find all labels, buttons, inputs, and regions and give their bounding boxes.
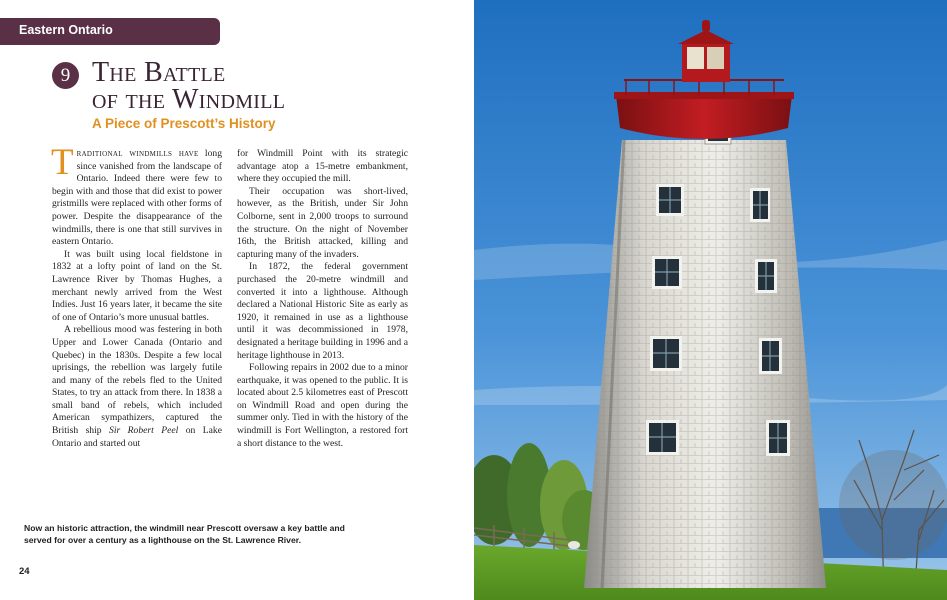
paragraph-text: on Lake Ontario and started out bbox=[52, 425, 222, 449]
window bbox=[750, 188, 770, 222]
paragraph: In 1872, the federal government purchased the 20-metre windmill and converted it into a lighthouse. Although declared a National Historic Site as early as 1920, it remained in use as a lighthouse until it was decommissioned in 1978, designated a heritage building in 1996 and a heritage lighthouse in 2013. bbox=[237, 261, 408, 361]
lead-in-text: raditional windmills have bbox=[76, 148, 199, 159]
window bbox=[652, 256, 682, 289]
window bbox=[766, 420, 790, 456]
page-number: 24 bbox=[19, 566, 30, 577]
window bbox=[755, 259, 777, 293]
window bbox=[646, 420, 679, 455]
windmill-lighthouse-photo bbox=[474, 0, 947, 600]
chapter-subtitle: A Piece of Prescott’s History bbox=[92, 116, 276, 131]
paragraph: for Windmill Point with its strategic advantage atop a 15-metre embankment, where they occupied the mill. bbox=[237, 148, 408, 185]
paragraph-text: A rebellious mood was festering in both Upper and Lower Canada (Ontario and Quebec) in the 1830s. Despite a few local uprisings, the rebellion was largely futile and many of the rebels fled to the United States, to try an attack from there. In 1838 a small band of rebels, which included American sympathizers, captured the British ship bbox=[52, 324, 222, 437]
window bbox=[650, 336, 682, 371]
body-column-1 bbox=[51, 142, 222, 450]
window bbox=[759, 338, 782, 374]
body-column-2 bbox=[237, 148, 408, 450]
section-label: Eastern Ontario bbox=[19, 23, 113, 37]
paragraph bbox=[51, 142, 222, 249]
windmill-tower bbox=[584, 118, 826, 588]
chapter-title-line1: The Battle bbox=[92, 57, 226, 88]
chapter-title bbox=[92, 59, 285, 113]
paragraph bbox=[52, 324, 222, 450]
paragraph: Their occupation was short-lived, however, as the British, under Sir John Colborne, sent in 2,000 troops to surround the structure. On the night of November 16th, the British attacked, killing and capturing many of the invaders. bbox=[237, 185, 408, 260]
paragraph: Following repairs in 2002 due to a minor earthquake, it was opened to the public. It is located about 2.5 kilometres east of Prescott on Windmill Road and open during the summer only. Tied in with the history of the windmill is Fort Wellington, a restored fort a short distance to the west. bbox=[237, 362, 408, 449]
ship-name: Sir Robert Peel bbox=[109, 425, 179, 437]
drop-cap: T bbox=[51, 142, 74, 183]
window bbox=[656, 184, 684, 216]
chapter-number-badge: 9 bbox=[52, 62, 79, 89]
signpost bbox=[568, 541, 580, 549]
tree-branches bbox=[839, 450, 947, 560]
paragraph-text: long since vanished from the landscape of Ontario. Indeed there were few to begin with and those that did exist to power gristmills were replaced with other forms of power. Despite the disappearance of the windmills, there is one that still survives in eastern Ontario. bbox=[52, 148, 222, 248]
section-banner bbox=[0, 18, 220, 45]
photo-caption: Now an historic attraction, the windmill near Prescott oversaw a key battle and served for over a century as a lighthouse on the St. Lawrence River. bbox=[24, 523, 345, 545]
chapter-title-line2: of the Windmill bbox=[92, 84, 286, 115]
paragraph: It was built using local fieldstone in 1832 at a lofty point of land on the St. Lawrence River by Thomas Hughes, a merchant newly arrived from the West Indies. Just 16 years later, it became the site of one of Ontario’s more unusual battles. bbox=[52, 248, 222, 323]
